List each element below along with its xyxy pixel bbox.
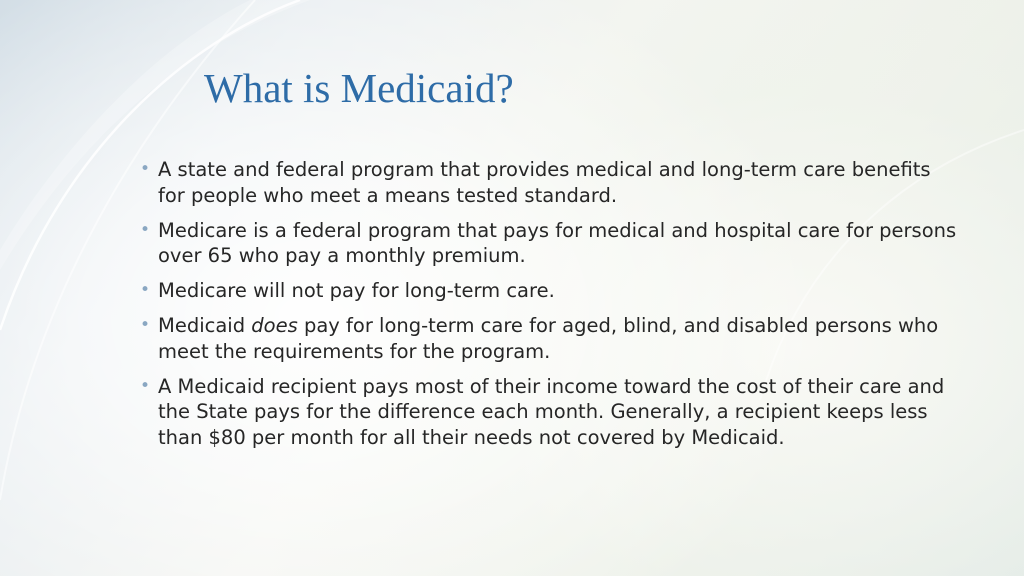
bullet-item [140, 313, 960, 364]
bullet-item [140, 218, 960, 269]
bullet-dot-icon: • [140, 219, 151, 240]
bullet-text: Medicare will not pay for long-term care. [158, 279, 555, 302]
bullet-text: Medicare is a federal program that pays for medical and hospital care for persons over 65 who pay a monthly premium. [158, 218, 957, 267]
bullet-emphasis: does [251, 314, 298, 337]
bullet-text: A state and federal program that provides medical and long-term care benefits for people who meet a means tested standard. [158, 158, 931, 207]
bullet-dot-icon: • [140, 280, 151, 300]
bullet-list [140, 157, 960, 450]
bullet-item [140, 374, 960, 451]
slide-title: What is Medicaid? [204, 65, 514, 111]
bullet-dot-icon: • [140, 315, 151, 335]
bullet-item [140, 278, 960, 304]
bullet-text: A Medicaid recipient pays most of their income toward the cost of their care and the State pays for the difference each month. Generally, a recipient keeps less than $80 per month for all their needs not covered by Medicaid. [158, 374, 945, 449]
bullet-dot-icon: • [140, 159, 151, 179]
bullet-text-before: Medicaid [158, 314, 252, 337]
bullet-item [140, 157, 960, 208]
bullet-dot-icon: • [140, 375, 151, 396]
bullet-text-after: pay for long-term care for aged, blind, and disabled persons who meet the requirements for the program. [158, 314, 939, 363]
